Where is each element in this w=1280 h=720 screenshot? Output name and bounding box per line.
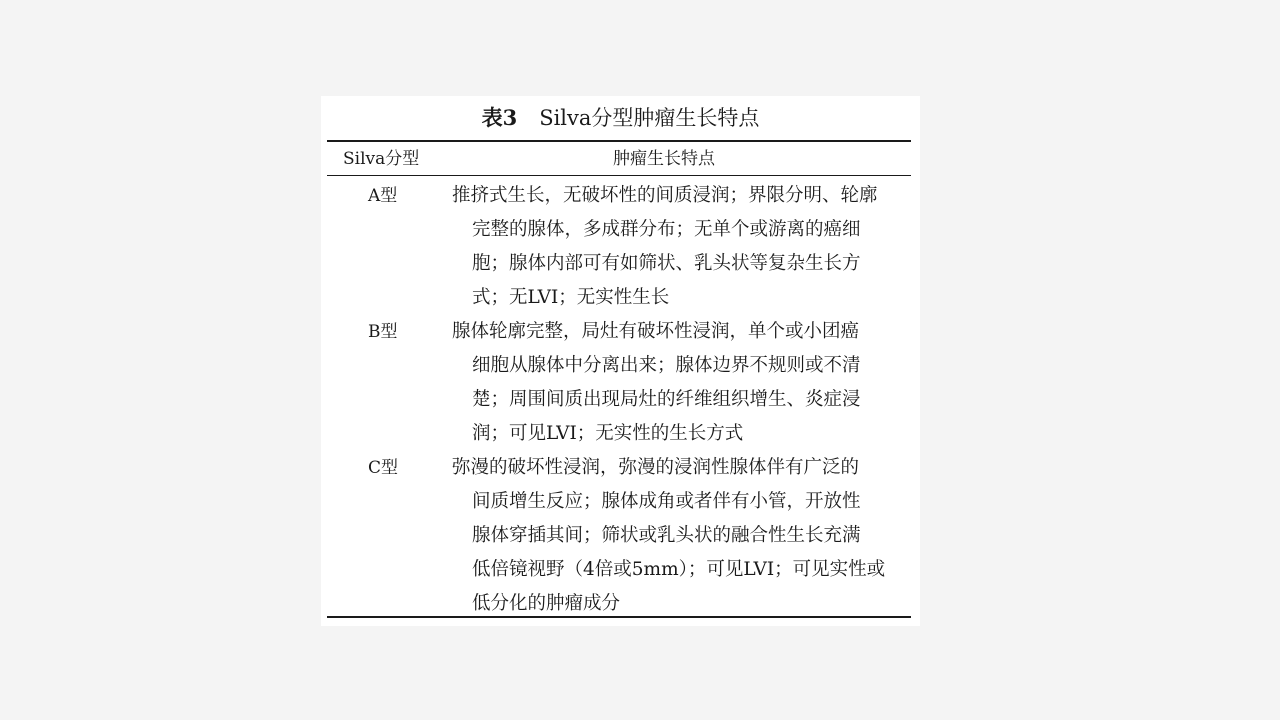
- top-rule: [327, 140, 911, 142]
- column-header-features: 肿瘤生长特点: [613, 149, 715, 169]
- row-b-line: 润；可见LVI；无实性的生长方式: [472, 423, 744, 444]
- row-c-line: 腺体穿插其间；筛状或乳头状的融合性生长充满: [472, 525, 861, 546]
- row-b-line: 楚；周围间质出现局灶的纤维组织增生、炎症浸: [472, 389, 861, 410]
- row-c-type: C型: [368, 458, 399, 478]
- row-a-line: 推挤式生长，无破坏性的间质浸润；界限分明、轮廓: [452, 185, 878, 206]
- row-b-type: B型: [368, 322, 398, 342]
- caption-number: 表3: [481, 105, 518, 130]
- bottom-rule: [327, 616, 911, 618]
- silva-classification-table: [321, 96, 920, 626]
- caption-title: Silva分型肿瘤生长特点: [539, 106, 760, 130]
- row-c-line: 低倍镜视野（4倍或5mm）；可见LVI；可见实性或: [472, 559, 886, 580]
- row-c-line: 间质增生反应；腺体成角或者伴有小管，开放性: [472, 491, 861, 512]
- column-header-type: Silva分型: [343, 149, 420, 169]
- table-caption: [321, 96, 920, 140]
- row-b-line: 细胞从腺体中分离出来；腺体边界不规则或不清: [472, 355, 861, 376]
- row-b-line: 腺体轮廓完整，局灶有破坏性浸润，单个或小团癌: [452, 321, 860, 342]
- row-c-line: 弥漫的破坏性浸润，弥漫的浸润性腺体伴有广泛的: [452, 457, 860, 478]
- row-a-line: 胞；腺体内部可有如筛状、乳头状等复杂生长方: [472, 253, 861, 274]
- row-c-features: [452, 451, 912, 621]
- row-a-type: A型: [368, 186, 398, 206]
- row-a-features: [452, 179, 912, 315]
- row-c-line: 低分化的肿瘤成分: [472, 593, 621, 614]
- header-rule: [327, 175, 911, 176]
- row-a-line: 式；无LVI；无实性生长: [472, 287, 670, 308]
- row-a-line: 完整的腺体，多成群分布；无单个或游离的癌细: [472, 219, 861, 240]
- row-b-features: [452, 315, 912, 451]
